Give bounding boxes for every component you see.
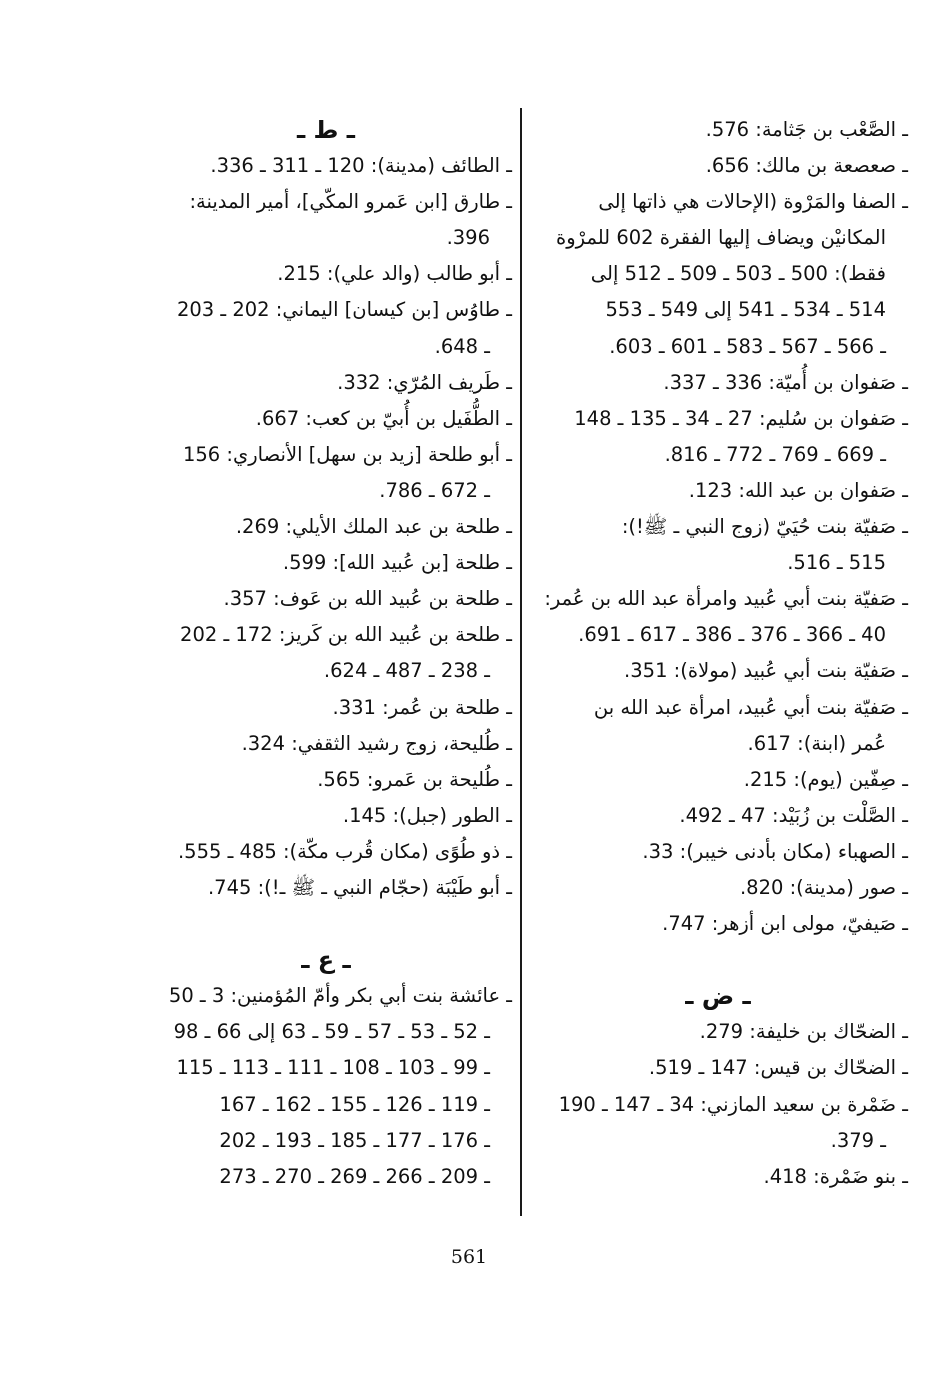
section-letter-heading: ـ ط ـ: [296, 116, 356, 144]
index-entry: ـ صور (مدينة): 820.: [739, 875, 908, 899]
index-entry: ـ صَفيّة بنت أبي عُبيد، امرأة عبد الله بن: [593, 695, 908, 719]
page-number: 561: [450, 1246, 488, 1268]
index-entry: ـ أبو طالب (والد علي): 215.: [277, 262, 512, 286]
index-entry-continuation: 40 ـ 366 ـ 376 ـ 386 ـ 617 ـ 691.: [578, 623, 886, 647]
index-entry-continuation: 514 ـ 534 ـ 541 إلى 549 ـ 553: [605, 298, 886, 322]
index-entry-continuation: ـ 669 ـ 769 ـ 772 ـ 816.: [664, 442, 886, 466]
index-entry: ـ طارق [ابن عَمرو المكّي]، أمير المدينة:: [189, 190, 512, 214]
index-entry-continuation: ـ 52 ـ 53 ـ 57 ـ 59 ـ 63 إلى 66 ـ 98: [173, 1020, 490, 1044]
index-entry-continuation: فقط): 500 ـ 503 ـ 509 ـ 512 إلى: [590, 262, 886, 286]
column-divider: [520, 108, 522, 1216]
section-letter-heading: ـ ع ـ: [301, 946, 351, 975]
index-entry: ـ الطُّفَيل بن أُبيّ بن كعب: 667.: [255, 406, 512, 430]
left-index-column: [140, 112, 512, 1195]
index-entry: ـ صِفّين (يوم): 215.: [743, 767, 908, 791]
section-letter-heading: ـ ض ـ: [685, 982, 751, 1011]
section-spacer: [528, 942, 908, 978]
index-entry-continuation: ـ 176 ـ 177 ـ 185 ـ 193 ـ 202: [219, 1128, 490, 1152]
index-entry: ـ طلحة بن عُبيد الله بن عَوف: 357.: [223, 587, 512, 611]
index-entry: ـ عائشة بنت أبي بكر وأمّ المُؤمنين: 3 ـ 50: [168, 984, 512, 1008]
index-entry-continuation: ـ 119 ـ 126 ـ 155 ـ 162 ـ 167: [219, 1092, 490, 1116]
index-entry-continuation: ـ 379.: [830, 1128, 886, 1152]
index-entry-continuation: ـ 672 ـ 786.: [379, 478, 490, 502]
index-entry: ـ صَيفيّ، مولى ابن أزهر: 747.: [662, 912, 908, 936]
index-entry: ـ طلحة [بن عُبيد الله]: 599.: [282, 551, 512, 575]
index-entry-continuation: ـ 238 ـ 487 ـ 624.: [323, 659, 490, 683]
index-entry: ـ صَفيّة بنت أبي عُبيد وامرأة عبد الله بن عُمر:: [544, 587, 908, 611]
index-entry: ـ الضحّاك بن خليفة: 279.: [699, 1020, 908, 1044]
index-entry: ـ صعصعة بن مالك: 656.: [705, 154, 908, 178]
index-entry: ـ الصهباء (مكان بأدنى خيبر): 33.: [642, 839, 908, 863]
index-entry: ـ الصَّلْت بن زُبَيْد: 47 ـ 492.: [679, 803, 908, 827]
index-entry-continuation: ـ 99 ـ 103 ـ 108 ـ 111 ـ 113 ـ 115: [176, 1056, 490, 1080]
index-entry-continuation: 515 ـ 516.: [787, 551, 886, 575]
index-entry-continuation: ـ 209 ـ 266 ـ 269 ـ 270 ـ 273: [219, 1164, 490, 1188]
index-entry: ـ طلحة بن عُمر: 331.: [332, 695, 512, 719]
index-entry-continuation: عُمر (ابنة): 617.: [747, 731, 886, 755]
index-entry: ـ بنو ضَمْرة: 418.: [763, 1164, 908, 1188]
index-entry: ـ صَفوان بن سُليم: 27 ـ 34 ـ 135 ـ 148: [574, 406, 908, 430]
index-entry: ـ طُليحة بن عَمرو: 565.: [317, 767, 512, 791]
index-entry: ـ الصفا والمَرْوة (الإحالات هي ذاتها إلى: [598, 190, 908, 214]
index-entry: ـ الطائف (مدينة): 120 ـ 311 ـ 336.: [210, 154, 512, 178]
index-entry: ـ طُليحة، زوج رشيد الثقفي: 324.: [241, 731, 512, 755]
index-entry-continuation: ـ 648.: [434, 334, 490, 358]
index-entry: ـ صَفيّة بنت حُيَيّ (زوج النبي ـ ﷺ!):: [621, 515, 908, 539]
section-spacer: [140, 906, 512, 942]
index-entry-continuation: المكانيْن ويضاف إليها الفقرة 602 للمرْوة: [556, 226, 886, 250]
index-entry: ـ طَريف المُرّي: 332.: [337, 370, 512, 394]
index-entry: ـ الصَّعْب بن جَثامة: 576.: [705, 118, 908, 141]
index-entry: ـ طلحة بن عُبيد الله بن كَريز: 172 ـ 202: [180, 623, 512, 647]
index-entry: ـ أبو طلحة [زيد بن سهل] الأنصاري: 156: [182, 442, 512, 466]
index-entry: ـ طاوُس [بن كيسان] اليماني: 202 ـ 203: [176, 298, 512, 322]
index-entry-continuation: 396.: [446, 226, 490, 250]
index-entry: ـ صَفوان بن أُميّة: 336 ـ 337.: [663, 370, 908, 394]
right-index-column: [528, 112, 908, 1195]
index-entry: ـ الطور (جبل): 145.: [342, 803, 512, 827]
index-entry: ـ صَفوان بن عبد الله: 123.: [688, 478, 908, 502]
index-entry: ـ ضَمْرة بن سعيد المازني: 34 ـ 147 ـ 190: [558, 1092, 908, 1116]
index-entry: ـ الضحّاك بن قيس: 147 ـ 519.: [648, 1056, 908, 1080]
index-entry: ـ طلحة بن عبد الملك الأيلي: 269.: [235, 515, 512, 539]
index-entry: ـ ذو طُوًى (مكان قُرب مكّة): 485 ـ 555.: [177, 839, 512, 863]
index-entry-continuation: ـ 566 ـ 567 ـ 583 ـ 601 ـ 603.: [609, 334, 886, 358]
index-entry: ـ صَفيّة بنت أبي عُبيد (مولاة): 351.: [624, 659, 908, 683]
index-entry: ـ أبو طَيْبَة (حجّام النبي ـ ﷺ ـ!): 745.: [207, 875, 512, 899]
